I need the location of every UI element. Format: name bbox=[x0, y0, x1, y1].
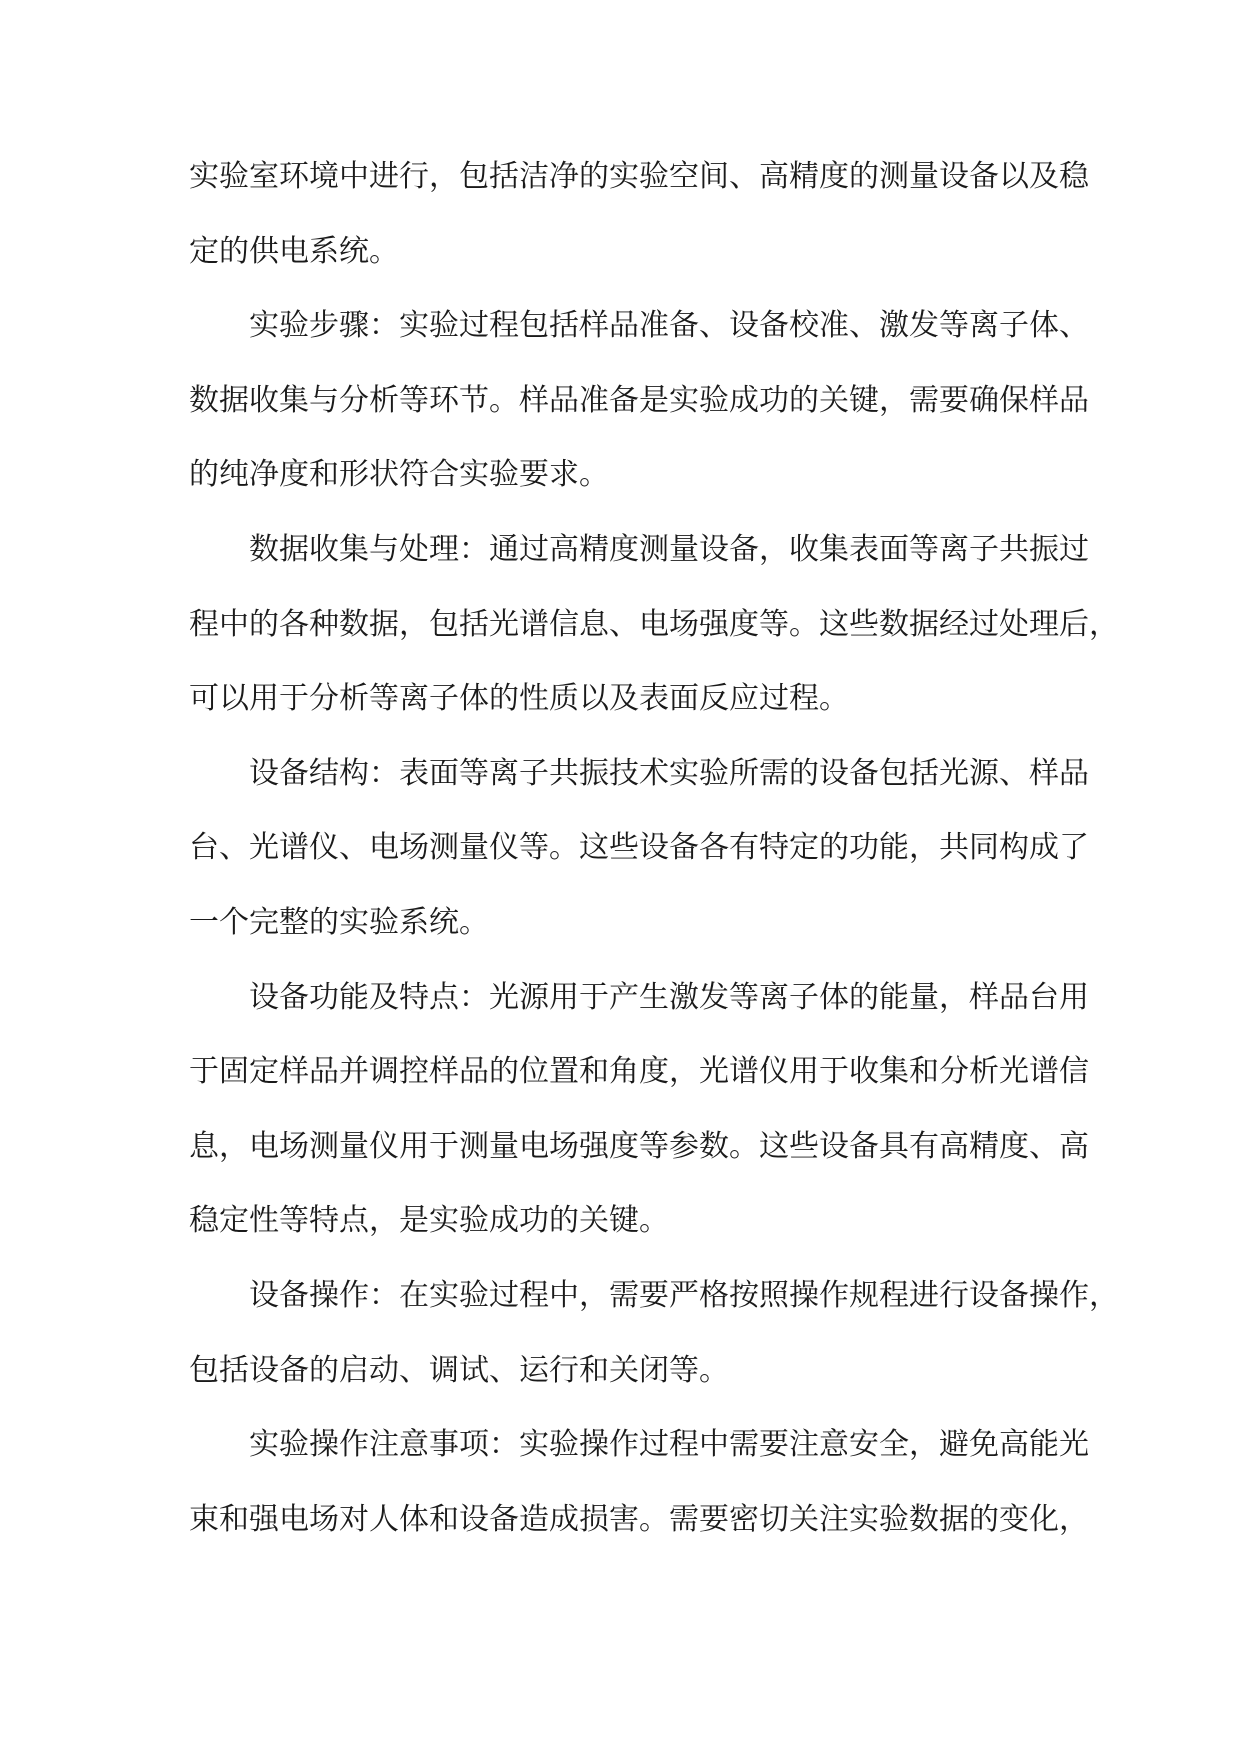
text-line: 设备功能及特点：光源用于产生激发等离子体的能量，样品台用 bbox=[249, 979, 1089, 1015]
text-line: 台、光谱仪、电场测量仪等。这些设备各有特定的功能，共同构成了 bbox=[189, 830, 1089, 866]
text-line: 实验室环境中进行，包括洁净的实验空间、高精度的测量设备以及稳 bbox=[189, 159, 1089, 194]
text-line: 一个完整的实验系统。 bbox=[189, 904, 489, 940]
text-line: 实验步骤：实验过程包括样品准备、设备校准、激发等离子体、 bbox=[249, 308, 1089, 344]
text-line: 数据收集与处理：通过高精度测量设备，收集表面等离子共振过 bbox=[249, 531, 1089, 567]
text-line: 程中的各种数据，包括光谱信息、电场强度等。这些数据经过处理后， bbox=[189, 606, 1119, 642]
text-line: 于固定样品并调控样品的位置和角度，光谱仪用于收集和分析光谱信 bbox=[189, 1054, 1089, 1090]
paragraph-equipment-operation bbox=[189, 1259, 1119, 1408]
text-line: 可以用于分析等离子体的性质以及表面反应过程。 bbox=[189, 681, 849, 717]
text-line: 的纯净度和形状符合实验要求。 bbox=[189, 457, 609, 493]
text-line: 稳定性等特点，是实验成功的关键。 bbox=[189, 1203, 669, 1239]
paragraph-safety-notes bbox=[189, 1408, 1089, 1557]
paragraph-environment bbox=[189, 140, 1089, 289]
text-line: 定的供电系统。 bbox=[189, 233, 399, 269]
paragraph-experiment-steps bbox=[189, 289, 1089, 513]
paragraph-equipment-features bbox=[189, 961, 1089, 1259]
text-line: 设备结构：表面等离子共振技术实验所需的设备包括光源、样品 bbox=[249, 755, 1089, 791]
text-line: 数据收集与分析等环节。样品准备是实验成功的关键，需要确保样品 bbox=[189, 382, 1089, 418]
text-line: 包括设备的启动、调试、运行和关闭等。 bbox=[189, 1352, 729, 1388]
text-line: 息，电场测量仪用于测量电场强度等参数。这些设备具有高精度、高 bbox=[189, 1128, 1089, 1164]
text-line: 设备操作：在实验过程中，需要严格按照操作规程进行设备操作， bbox=[249, 1277, 1119, 1313]
text-line: 实验操作注意事项：实验操作过程中需要注意安全，避免高能光 bbox=[249, 1427, 1089, 1463]
document-body bbox=[189, 140, 1119, 1557]
text-line: 束和强电场对人体和设备造成损害。需要密切关注实验数据的变化， bbox=[189, 1501, 1089, 1537]
paragraph-data-collection bbox=[189, 513, 1119, 737]
paragraph-equipment-structure bbox=[189, 737, 1089, 961]
